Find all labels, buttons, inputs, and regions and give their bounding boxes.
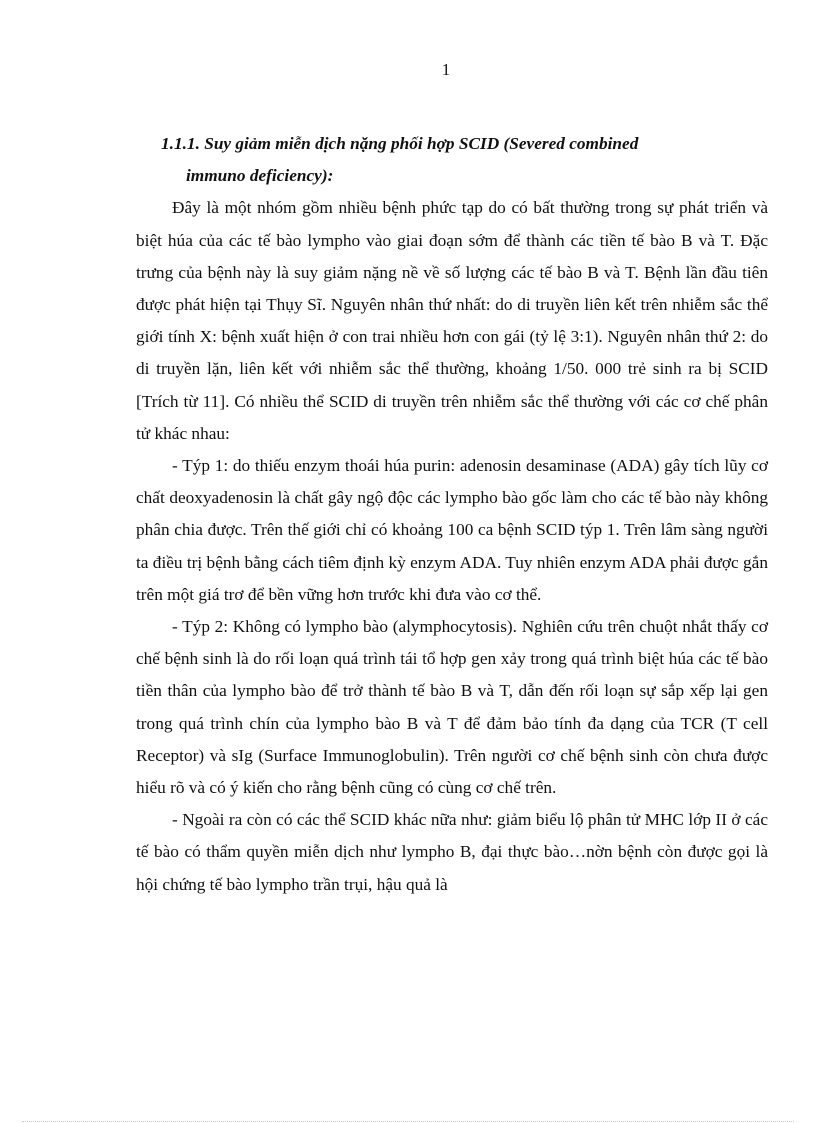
page-number: 1: [441, 60, 451, 79]
paragraph-type-2: - Týp 2: Không có lympho bào (alymphocytosis). Nghiên cứu trên chuột nhắt thấy cơ chế bệnh sinh là do rối loạn quá trình tái tổ hợp gen xảy trong quá trình biệt húa các tế bào tiền thân của lympho bào để trở thành tế bào B và T, dẫn đến rối loạn sự sắp xếp lại gen trong quá trình chín của lympho bào B và T để đảm bảo tính đa dạng của TCR (T cell Receptor) và sIg (Surface Immunoglobulin). Trên người cơ chế bệnh sinh còn chưa được hiểu rõ và có ý kiến cho rằng bệnh cũng có cùng cơ chế trên.: [136, 617, 768, 798]
page-content: [136, 128, 768, 901]
page-bottom-divider: [22, 1121, 794, 1122]
section-heading-line2: immuno deficiency):: [186, 166, 334, 186]
paragraph-type-1: - Týp 1: do thiếu enzym thoái húa purin: adenosin desaminase (ADA) gây tích lũy cơ chất deoxyadenosin là chất gây ngộ độc các lympho bào gốc làm cho các tế bào này không phân chia được. Trên thế giới chỉ có khoảng 100 ca bệnh SCID týp 1. Trên lâm sàng người ta điều trị bệnh bằng cách tiêm định kỳ enzym ADA. Tuy nhiên enzym ADA phải được gắn trên một giá trơ để bền vững hơn trước khi đưa vào cơ thể.: [136, 456, 768, 604]
section-heading: [136, 128, 768, 192]
paragraph-other-types: - Ngoài ra còn có các thể SCID khác nữa như: giảm biểu lộ phân tử MHC lớp II ở các tế bào có thẩm quyền miễn dịch như lympho B, đại thực bào…nờn bệnh còn được gọi là hội chứng tế bào lympho trần trụi, hậu quả là: [136, 810, 768, 894]
section-heading-line1: 1.1.1. Suy giảm miễn dịch nặng phối hợp SCID (Severed combined: [161, 134, 639, 153]
paragraph-intro: Đây là một nhóm gồm nhiều bệnh phức tạp do có bất thường trong sự phát triển và biệt húa của các tế bào lympho vào giai đoạn sớm để thành các tiền tế bào B và T. Đặc trưng của bệnh này là suy giảm nặng nề về số lượng các tế bào B và T. Bệnh lần đầu tiên được phát hiện tại Thụy Sĩ. Nguyên nhân thứ nhất: do di truyền liên kết trên nhiễm sắc thể giới tính X: bệnh xuất hiện ở con trai nhiều hơn con gái (tỷ lệ 3:1). Nguyên nhân thứ 2: do di truyền lặn, liên kết với nhiễm sắc thể thường, khoảng 1/50. 000 trẻ sinh ra bị SCID [Trích từ 11]. Có nhiều thể SCID di truyền trên nhiễm sắc thể thường với các cơ chế phân tử khác nhau:: [136, 198, 768, 443]
